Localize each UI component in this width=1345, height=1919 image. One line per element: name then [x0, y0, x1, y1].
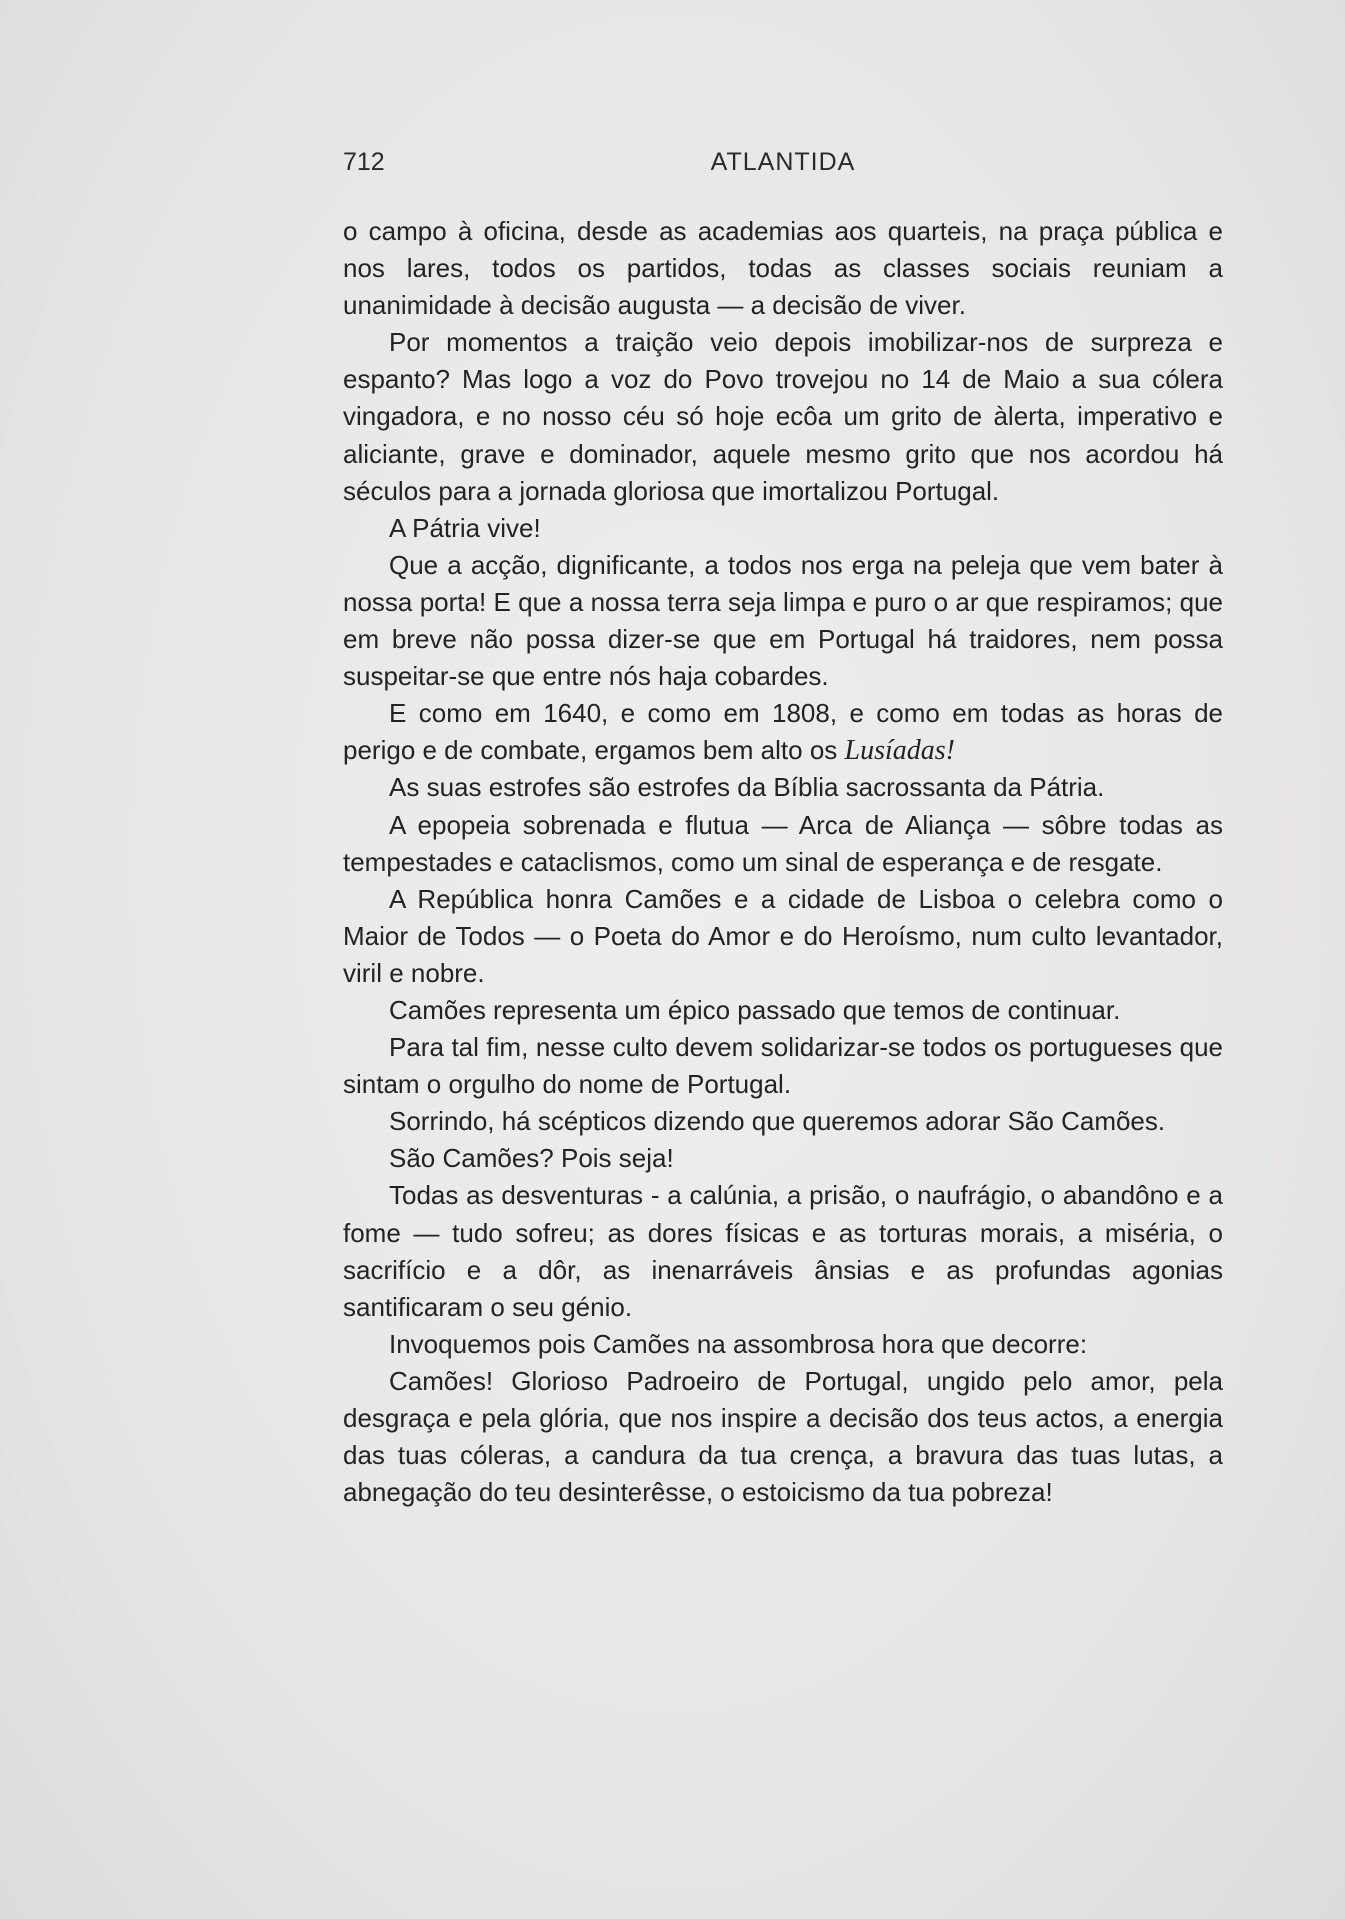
paragraph: A República honra Camões e a cidade de Lisboa o celebra como o Maior de Todos — o Poeta do Amor e do Heroísmo, num culto levantador, viril e nobre. — [343, 883, 1223, 988]
paragraph: o campo à oficina, desde as academias aos quarteis, na praça pública e nos lares, todos os partidos, todas as classes sociais reuniam a unanimidade à decisão augusta — a decisão de viver. — [343, 216, 1223, 321]
paragraph-lusiadas — [343, 695, 1223, 769]
paragraph: Camões representa um épico passado que temos de continuar. — [389, 994, 1121, 1025]
paragraph-text: E como em 1640, e como em 1808, e como em todas as horas de perigo e de combate, ergamos bem alto os — [343, 698, 1223, 766]
paragraph: Por momentos a traição veio depois imobilizar-nos de surpreza e espanto? Mas logo a voz do Povo trovejou no 14 de Maio a sua cólera vingadora, e no nosso céu só hoje ecôa um grito de àlerta, imperativo e aliciante, grave e dominador, aquele mesmo grito que nos acordou há séculos para a jornada gloriosa que imortalizou Portugal. — [343, 327, 1223, 506]
body-text — [343, 213, 1223, 1511]
paragraph: A epopeia sobrenada e flutua — Arca de Aliança — sôbre todas as tempestades e cataclismos, como um sinal de esperança e de resgate. — [343, 809, 1223, 877]
paragraph: São Camões? Pois seja! — [389, 1143, 674, 1174]
paragraph: Que a acção, dignificante, a todos nos erga na peleja que vem bater à nossa porta! E que a nossa terra seja limpa e puro o ar que respiramos; que em breve não possa dizer-se que em Portugal há traidores, nem possa suspeitar-se que entre nós haja cobardes. — [343, 549, 1223, 692]
page-number: 712 — [343, 148, 385, 176]
paragraph: As suas estrofes são estrofes da Bíblia sacrossanta da Pátria. — [389, 772, 1105, 803]
paragraph: Camões! Glorioso Padroeiro de Portugal, ungido pelo amor, pela desgraça e pela glória, que nos inspire a decisão dos teus actos, a energia das tuas cóleras, a candura da tua crença, a bravura das tuas lutas, a abnegação do teu desinterêsse, o estoicismo da tua pobreza! — [343, 1365, 1223, 1508]
paragraph: A Pátria vive! — [389, 512, 541, 543]
paragraph: Todas as desventuras - a calúnia, a prisão, o naufrágio, o abandôno e a fome — tudo sofreu; as dores físicas e as torturas morais, a miséria, o sacrifício e a dôr, as inenarráveis ânsias e as profundas agonias santificaram o seu génio. — [343, 1180, 1223, 1322]
paragraph: Para tal fim, nesse culto devem solidarizar-se todos os portugueses que sintam o orgulho do nome de Portugal. — [343, 1032, 1223, 1100]
paragraph: Sorrindo, há scépticos dizendo que queremos adorar São Camões. — [389, 1106, 1166, 1137]
lusiadas-title: Lusíadas! — [844, 735, 955, 767]
paragraph: Invoquemos pois Camões na assombrosa hora que decorre: — [389, 1328, 1088, 1359]
page-header — [343, 148, 1223, 188]
running-title: ATLANTIDA — [710, 148, 856, 176]
